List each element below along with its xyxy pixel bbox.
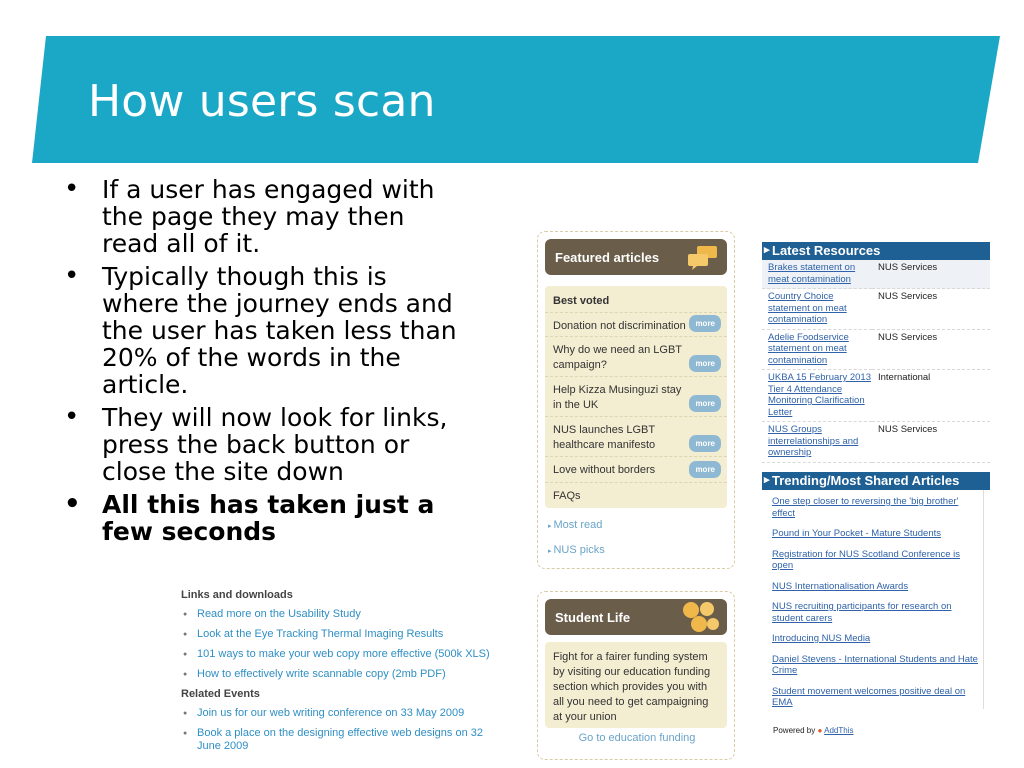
slide-title: How users scan xyxy=(88,76,436,127)
resource-source: NUS Services xyxy=(872,329,990,370)
trending-list xyxy=(762,490,984,709)
more-button[interactable]: more xyxy=(689,395,721,412)
featured-item-label[interactable]: Love without borders xyxy=(553,464,656,476)
event-link[interactable]: ● Join us for our web writing conference on 33 May 2009 xyxy=(181,707,491,720)
resource-link[interactable]: Brakes statement on meat contamination xyxy=(762,260,872,289)
resource-source: International xyxy=(872,370,990,422)
table-row xyxy=(762,370,990,422)
featured-item[interactable] xyxy=(545,416,727,456)
more-button[interactable]: more xyxy=(689,355,721,372)
download-link[interactable]: ● Read more on the Usability Study xyxy=(181,608,491,621)
trending-link[interactable]: NUS recruiting participants for research on student carers xyxy=(772,601,952,624)
student-life-widget xyxy=(537,591,735,760)
trending-title: Trending/Most Shared Articles xyxy=(772,473,960,488)
resource-link[interactable]: NUS Groups interrelationships and ownership xyxy=(762,422,872,463)
education-funding-link[interactable]: Go to education funding xyxy=(578,732,696,744)
nus-picks-tab[interactable]: ▸ NUS picks xyxy=(548,544,605,556)
featured-item-label[interactable]: Donation not discrimination xyxy=(553,320,686,332)
resource-link[interactable]: Adelie Foodservice statement on meat contamination xyxy=(762,329,872,370)
featured-item[interactable] xyxy=(545,312,727,336)
powered-by-label: Powered by xyxy=(773,726,816,735)
student-life-text: Fight for a fairer funding system by visiting our education funding section which provides you with all you need to get campaigning at your union xyxy=(545,642,727,728)
links-and-downloads xyxy=(181,589,491,760)
more-button[interactable]: more xyxy=(689,435,721,452)
bubbles-icon xyxy=(679,600,721,634)
trending-link[interactable]: One step closer to reversing the 'big brother' effect xyxy=(772,496,959,519)
latest-resources-panel xyxy=(762,242,990,463)
table-row xyxy=(762,289,990,330)
download-link[interactable]: ● 101 ways to make your web copy more effective (500k XLS) xyxy=(181,648,491,661)
download-link[interactable]: ● How to effectively write scannable copy (2mb PDF) xyxy=(181,668,491,681)
addthis-icon: ● xyxy=(817,726,823,735)
related-events-heading: Related Events xyxy=(181,688,260,700)
featured-item[interactable] xyxy=(545,482,727,506)
trending-link[interactable]: Daniel Stevens - International Students and Hate Crime xyxy=(772,653,978,676)
table-row xyxy=(762,422,990,463)
addthis-link[interactable]: AddThis xyxy=(824,726,854,735)
table-row xyxy=(762,329,990,370)
featured-item-label[interactable]: NUS launches LGBT healthcare manifesto xyxy=(553,424,656,451)
featured-item-label[interactable]: Why do we need an LGBT campaign? xyxy=(553,344,682,371)
table-row xyxy=(762,260,990,289)
latest-resources-title: Latest Resources xyxy=(772,243,881,258)
resources-table xyxy=(762,260,990,463)
most-read-tab[interactable]: ▸ Most read xyxy=(548,519,602,531)
resource-source: NUS Services xyxy=(872,289,990,330)
event-link[interactable]: ● Book a place on the designing effective web designs on 32 June 2009 xyxy=(181,727,491,753)
trending-link[interactable]: Student movement welcomes positive deal on EMA xyxy=(772,685,966,708)
trending-header xyxy=(762,472,990,490)
trending-link[interactable]: NUS Internationalisation Awards xyxy=(772,580,909,592)
download-link[interactable]: ● Look at the Eye Tracking Thermal Imaging Results xyxy=(181,628,491,641)
bullet-item: • They will now look for links, press the back button or close the site down xyxy=(62,404,462,485)
featured-header xyxy=(545,239,727,275)
latest-resources-header xyxy=(762,242,990,260)
trending-link[interactable]: Introducing NUS Media xyxy=(772,633,871,644)
resource-source: NUS Services xyxy=(872,422,990,463)
featured-item[interactable] xyxy=(545,336,727,376)
trending-panel xyxy=(762,472,990,718)
featured-item-label[interactable]: FAQs xyxy=(553,490,581,502)
speech-bubbles-icon xyxy=(685,244,721,270)
powered-by xyxy=(773,726,853,735)
trending-link[interactable]: Pound in Your Pocket - Mature Students xyxy=(772,528,941,539)
featured-item[interactable] xyxy=(545,376,727,416)
links-heading: Links and downloads xyxy=(181,589,293,601)
more-button[interactable]: more xyxy=(689,315,721,332)
bullet-item: • Typically though this is where the journey ends and the user has taken less than 20% of the words in the article. xyxy=(62,263,462,398)
student-life-title: Student Life xyxy=(555,610,631,625)
resource-link[interactable]: UKBA 15 February 2013 Tier 4 Attendance Monitoring Clarification Letter xyxy=(762,370,872,422)
more-button[interactable]: more xyxy=(689,461,721,478)
featured-item[interactable] xyxy=(545,456,727,482)
featured-title: Featured articles xyxy=(555,250,660,265)
trending-link[interactable]: Registration for NUS Scotland Conference is open xyxy=(772,548,960,571)
best-voted-label: Best voted xyxy=(553,295,610,307)
featured-item-label[interactable]: Help Kizza Musinguzi stay in the UK xyxy=(553,384,682,411)
resource-source: NUS Services xyxy=(872,260,990,289)
bullet-item-emphasis: • All this has taken just a few seconds xyxy=(62,491,462,545)
featured-articles-widget xyxy=(537,231,735,569)
bullet-list xyxy=(62,176,462,551)
bullet-item: • If a user has engaged with the page they may then read all of it. xyxy=(62,176,462,257)
resource-link[interactable]: Country Choice statement on meat contamination xyxy=(762,289,872,330)
featured-list xyxy=(545,286,727,508)
student-life-header xyxy=(545,599,727,635)
